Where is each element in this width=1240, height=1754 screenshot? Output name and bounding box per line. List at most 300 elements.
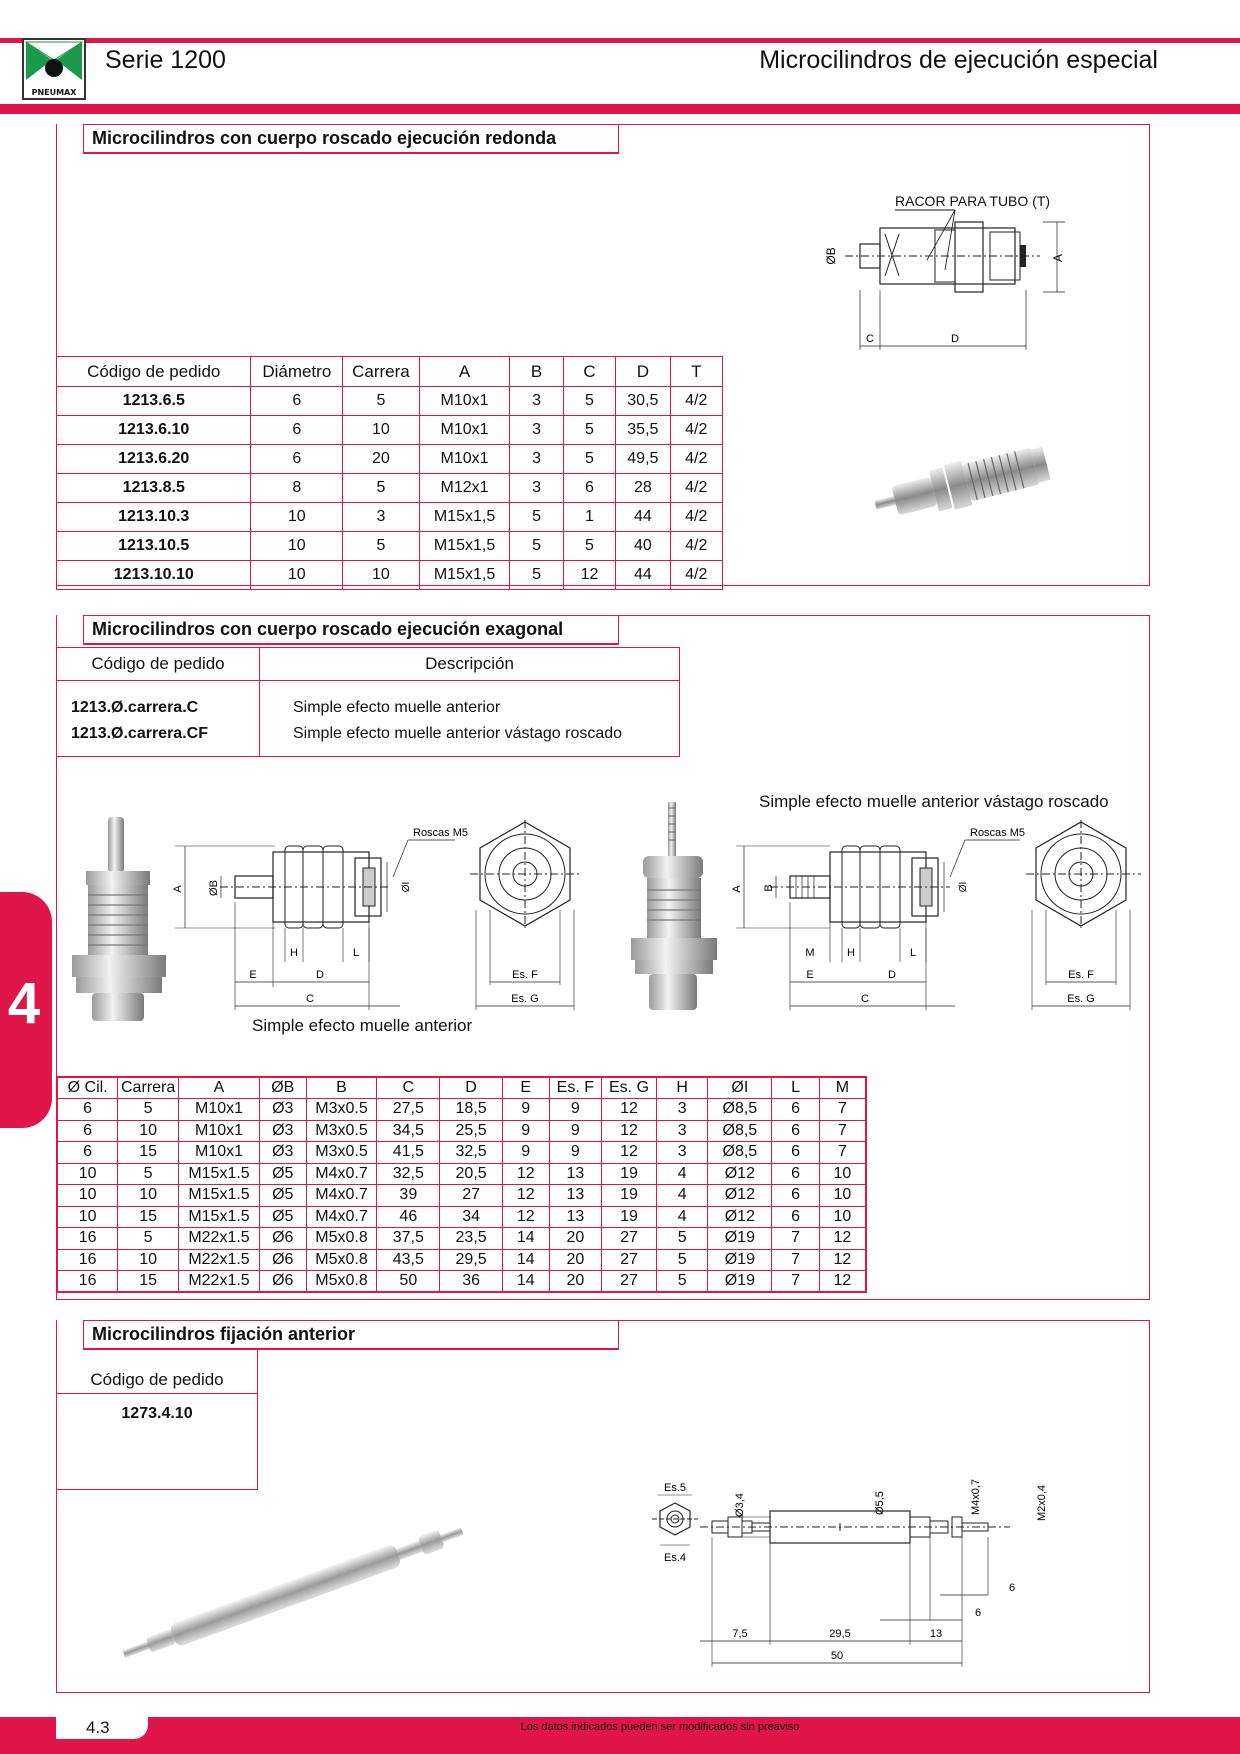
table-cell: 5 <box>343 387 420 416</box>
caption-threaded: Simple efecto muelle anterior vástago roscado <box>759 792 1109 811</box>
table-cell: 6 <box>57 1099 118 1121</box>
logo-text: PNEUMAX <box>31 88 77 97</box>
hex-dimensions-table-body <box>57 1099 866 1293</box>
table-header-row <box>57 357 723 387</box>
hex-cylinder-photo-left <box>68 815 178 1025</box>
table-cell: 4/2 <box>670 503 722 532</box>
column-header: Es. F <box>549 1077 602 1099</box>
table-cell: 5 <box>510 561 563 590</box>
table-cell: 4/2 <box>670 445 722 474</box>
table-cell: 12 <box>819 1271 866 1293</box>
table-cell: 10 <box>251 503 343 532</box>
hex-end-view-right <box>1026 820 1146 1015</box>
table-cell: 37,5 <box>377 1228 440 1250</box>
table-row <box>57 681 680 721</box>
dim-esf: Es. F <box>1068 969 1094 981</box>
column-header: M <box>819 1077 866 1099</box>
dim-es5: Es.5 <box>663 1482 687 1494</box>
dim-esf: Es. F <box>512 969 538 981</box>
table-cell: 3 <box>510 445 563 474</box>
table-cell: 25,5 <box>440 1120 503 1142</box>
dim-c: C <box>861 993 869 1005</box>
order-code: 1213.10.3 <box>57 503 251 532</box>
table-cell: 15 <box>118 1271 179 1293</box>
table-cell: 20 <box>343 445 420 474</box>
table-cell: 20,5 <box>440 1163 503 1185</box>
header-line-bottom <box>0 104 1240 114</box>
table-cell: 19 <box>602 1206 657 1228</box>
round-table <box>56 356 723 590</box>
dim-d: D <box>316 969 324 981</box>
dim-50: 50 <box>830 1650 844 1662</box>
logo-icon <box>24 40 84 86</box>
table-cell: M3x0.5 <box>306 1142 377 1164</box>
dim-h: H <box>290 947 298 959</box>
table-cell: 20 <box>549 1271 602 1293</box>
section3-column-header: Código de pedido <box>90 1370 224 1389</box>
table-cell: 6 <box>772 1185 820 1207</box>
table-cell: M15x1,5 <box>419 532 510 561</box>
table-cell: 6 <box>772 1099 820 1121</box>
table-cell: 49,5 <box>616 445 670 474</box>
dim-c: C <box>866 333 874 345</box>
page-title: Microcilindros de ejecución especial <box>759 46 1158 74</box>
front-mount-drawing <box>640 1475 1060 1670</box>
table-cell: Ø3 <box>260 1120 307 1142</box>
table-cell: Ø19 <box>708 1228 772 1250</box>
caption-plain: Simple efecto muelle anterior <box>252 1016 473 1035</box>
hex-cylinder-drawing-right <box>730 822 1026 1012</box>
order-code: 1213.10.10 <box>57 561 251 590</box>
table-row <box>57 721 680 757</box>
hex-cylinder-drawing-left <box>165 822 469 1012</box>
table-cell: 27 <box>440 1185 503 1207</box>
dim-e: E <box>806 969 814 981</box>
section3-title: Microcilindros fijación anterior <box>83 1320 619 1350</box>
table-cell: 5 <box>343 532 420 561</box>
table-cell: 4/2 <box>670 387 722 416</box>
dim-m: M <box>805 947 815 959</box>
table-cell: 28 <box>616 474 670 503</box>
table-cell: M15x1.5 <box>179 1185 260 1207</box>
dim-e: E <box>249 969 257 981</box>
dim-m2: M2x0,4 <box>1036 1484 1048 1522</box>
description: Simple efecto muelle anterior vástago roscado <box>260 721 680 757</box>
table-cell: 32,5 <box>440 1142 503 1164</box>
table-cell: 4/2 <box>670 561 722 590</box>
table-cell: 10 <box>819 1206 866 1228</box>
table-row <box>57 1120 866 1142</box>
table-cell: 9 <box>502 1099 549 1121</box>
table-cell: Ø8,5 <box>708 1142 772 1164</box>
column-header: E <box>502 1077 549 1099</box>
table-cell: 7 <box>819 1099 866 1121</box>
header-line-top <box>0 38 1240 43</box>
table-cell: 46 <box>377 1206 440 1228</box>
table-cell: 8 <box>251 474 343 503</box>
table-cell: 4/2 <box>670 474 722 503</box>
table-cell: 3 <box>510 474 563 503</box>
table-row <box>57 1099 866 1121</box>
table-cell: 4/2 <box>670 532 722 561</box>
table-cell: 10 <box>57 1206 118 1228</box>
table-cell: 6 <box>57 1120 118 1142</box>
table-cell: 32,5 <box>377 1163 440 1185</box>
section2-top-rule <box>618 615 1150 616</box>
table-cell: Ø8,5 <box>708 1099 772 1121</box>
table-cell: M15x1.5 <box>179 1206 260 1228</box>
table-cell: 12 <box>563 561 615 590</box>
table-cell: M10x1 <box>179 1120 260 1142</box>
table-cell: 1 <box>563 503 615 532</box>
table-cell: Ø5 <box>260 1185 307 1207</box>
table-cell: 7 <box>772 1228 820 1250</box>
table-cell: 4 <box>656 1185 708 1207</box>
table-cell: 5 <box>118 1163 179 1185</box>
logo <box>22 38 86 100</box>
table-cell: 44 <box>616 561 670 590</box>
column-header: ØI <box>708 1077 772 1099</box>
table-cell: M15x1.5 <box>179 1163 260 1185</box>
table-row <box>57 532 723 561</box>
table-cell: 5 <box>656 1249 708 1271</box>
table-cell: M15x1,5 <box>419 561 510 590</box>
order-code: 1213.8.5 <box>57 474 251 503</box>
table-header-row <box>57 1077 866 1099</box>
table-cell: 6 <box>772 1120 820 1142</box>
table-cell: M12x1 <box>419 474 510 503</box>
table-cell: 10 <box>118 1249 179 1271</box>
column-header: T <box>670 357 722 387</box>
dim-b: B <box>763 884 775 892</box>
table-cell: Ø6 <box>260 1228 307 1250</box>
table-cell: 10 <box>819 1185 866 1207</box>
table-cell: 43,5 <box>377 1249 440 1271</box>
table-cell: 15 <box>118 1206 179 1228</box>
table-cell: M10x1 <box>419 416 510 445</box>
table-cell: 6 <box>251 445 343 474</box>
table-cell: 10 <box>251 561 343 590</box>
table-cell: M10x1 <box>179 1099 260 1121</box>
table-cell: 27 <box>602 1249 657 1271</box>
table-cell: M22x1.5 <box>179 1249 260 1271</box>
round-table-body <box>57 387 723 590</box>
table-row <box>57 503 723 532</box>
table-cell: 40 <box>616 532 670 561</box>
table-cell: 50 <box>377 1271 440 1293</box>
column-header: C <box>377 1077 440 1099</box>
table-cell: 10 <box>343 416 420 445</box>
section1-top-rule <box>618 124 1150 125</box>
table-cell: 20 <box>549 1228 602 1250</box>
column-header: D <box>616 357 670 387</box>
hex-cylinder-photo-right <box>623 800 723 1015</box>
table-cell: 5 <box>656 1271 708 1293</box>
table-cell: M22x1.5 <box>179 1228 260 1250</box>
table-cell: Ø6 <box>260 1249 307 1271</box>
round-cylinder-photo <box>862 435 1062 525</box>
table-header-row <box>57 648 680 681</box>
section3-top-rule <box>618 1320 1150 1321</box>
table-cell: 9 <box>502 1120 549 1142</box>
order-code: 1213.6.20 <box>57 445 251 474</box>
table-cell: 4/2 <box>670 416 722 445</box>
table-cell: Ø3 <box>260 1142 307 1164</box>
table-cell: Ø3 <box>260 1099 307 1121</box>
table-cell: 5 <box>563 387 615 416</box>
table-cell: 29,5 <box>440 1249 503 1271</box>
column-header: Código de pedido <box>57 357 251 387</box>
dim-a: A <box>172 885 184 893</box>
table-cell: 9 <box>502 1142 549 1164</box>
table-cell: M5x0.8 <box>306 1249 377 1271</box>
table-cell: 30,5 <box>616 387 670 416</box>
table-cell: 10 <box>118 1185 179 1207</box>
order-code: 1213.Ø.carrera.CF <box>57 721 260 757</box>
table-cell: 27 <box>602 1228 657 1250</box>
table-cell: Ø12 <box>708 1163 772 1185</box>
table-cell: 7 <box>819 1120 866 1142</box>
table-cell: 9 <box>549 1142 602 1164</box>
table-cell: Ø12 <box>708 1185 772 1207</box>
table-cell: 7 <box>772 1271 820 1293</box>
table-cell: 10 <box>819 1163 866 1185</box>
table-cell: 10 <box>118 1120 179 1142</box>
dim-es4: Es.4 <box>663 1552 687 1564</box>
table-cell: 5 <box>343 474 420 503</box>
dim-a: A <box>731 885 743 893</box>
order-code: 1273.4.10 <box>121 1405 193 1422</box>
drawing-label-racor: RACOR PARA TUBO (T) <box>895 193 1051 209</box>
table-cell: M10x1 <box>419 387 510 416</box>
column-header: Descripción <box>260 648 680 681</box>
table-cell: 12 <box>819 1249 866 1271</box>
order-code: 1213.6.10 <box>57 416 251 445</box>
table-row <box>57 1228 866 1250</box>
table-cell: 3 <box>656 1142 708 1164</box>
column-header: Ø Cil. <box>57 1077 118 1099</box>
table-row <box>57 1271 866 1293</box>
round-cylinder-drawing <box>815 190 1090 355</box>
table-cell: 6 <box>563 474 615 503</box>
table-row <box>57 1142 866 1164</box>
table-cell: 9 <box>549 1099 602 1121</box>
table-row <box>57 1185 866 1207</box>
dim-29-5: 29,5 <box>829 1628 851 1640</box>
order-code: 1213.6.5 <box>57 387 251 416</box>
table-cell: 14 <box>502 1249 549 1271</box>
table-row <box>57 387 723 416</box>
table-cell: M4x0.7 <box>306 1185 377 1207</box>
table-cell: M3x0.5 <box>306 1120 377 1142</box>
footer-note: Los datos indicados pueden ser modificados sin preaviso <box>520 1721 800 1733</box>
table-cell: 27,5 <box>377 1099 440 1121</box>
section2-title: Microcilindros con cuerpo roscado ejecución exagonal <box>83 615 619 645</box>
table-cell: 5 <box>656 1228 708 1250</box>
dim-d: D <box>888 969 896 981</box>
table-cell: 13 <box>549 1185 602 1207</box>
dim-13: 13 <box>929 1628 943 1640</box>
table-cell: 5 <box>510 532 563 561</box>
column-header: Carrera <box>343 357 420 387</box>
dim-oi: ØI <box>401 881 412 893</box>
table-cell: 13 <box>549 1206 602 1228</box>
table-cell: 14 <box>502 1271 549 1293</box>
dim-c: C <box>306 993 314 1005</box>
table-row <box>57 474 723 503</box>
page-number: 4.3 <box>56 1717 148 1739</box>
column-header: ØB <box>260 1077 307 1099</box>
table-cell: 6 <box>772 1142 820 1164</box>
table-cell: 12 <box>602 1142 657 1164</box>
table-cell: 5 <box>510 503 563 532</box>
description: Simple efecto muelle anterior <box>260 681 680 721</box>
hex-dimensions-table <box>56 1076 867 1293</box>
table-cell: 5 <box>563 416 615 445</box>
dim-l: L <box>909 947 917 959</box>
dim-a: A <box>1051 253 1065 263</box>
table-cell: 10 <box>57 1185 118 1207</box>
table-cell: 35,5 <box>616 416 670 445</box>
table-cell: Ø19 <box>708 1249 772 1271</box>
table-cell: 5 <box>118 1099 179 1121</box>
table-cell: Ø19 <box>708 1271 772 1293</box>
table-cell: 3 <box>656 1099 708 1121</box>
table-cell: 10 <box>57 1163 118 1185</box>
column-header: A <box>419 357 510 387</box>
series-label: Serie 1200 <box>105 46 226 74</box>
dim-oi: ØI <box>958 881 969 893</box>
table-cell: 9 <box>549 1120 602 1142</box>
table-row <box>57 1163 866 1185</box>
table-cell: 15 <box>118 1142 179 1164</box>
dim-esg: Es. G <box>511 993 539 1005</box>
table-cell: 20 <box>549 1249 602 1271</box>
column-header: H <box>656 1077 708 1099</box>
table-cell: 23,5 <box>440 1228 503 1250</box>
table-cell: M3x0.5 <box>306 1099 377 1121</box>
table-cell: 12 <box>502 1206 549 1228</box>
table-cell: 39 <box>377 1185 440 1207</box>
table-cell: 4 <box>656 1163 708 1185</box>
table-cell: 3 <box>656 1120 708 1142</box>
column-header: Es. G <box>602 1077 657 1099</box>
table-cell: 5 <box>118 1228 179 1250</box>
table-cell: Ø5 <box>260 1206 307 1228</box>
dim-roscas: Roscas M5 <box>970 827 1026 839</box>
table-cell: M5x0.8 <box>306 1271 377 1293</box>
table-cell: 16 <box>57 1228 118 1250</box>
column-header: Diámetro <box>251 357 343 387</box>
column-header: L <box>772 1077 820 1099</box>
dim-h: H <box>847 947 855 959</box>
table-cell: 6 <box>57 1142 118 1164</box>
dim-d: D <box>951 333 959 345</box>
column-header: A <box>179 1077 260 1099</box>
table-row <box>57 1249 866 1271</box>
table-cell: 5 <box>563 445 615 474</box>
table-cell: M15x1,5 <box>419 503 510 532</box>
column-header: B <box>510 357 563 387</box>
column-header: D <box>440 1077 503 1099</box>
table-cell: 12 <box>602 1120 657 1142</box>
table-cell: 13 <box>549 1163 602 1185</box>
dim-ob: ØB <box>824 247 838 265</box>
table-cell: 12 <box>819 1228 866 1250</box>
table-cell: 7 <box>819 1142 866 1164</box>
dim-six-a: 6 <box>1008 1582 1016 1594</box>
table-cell: 10 <box>251 532 343 561</box>
table-cell: Ø12 <box>708 1206 772 1228</box>
table-cell: 19 <box>602 1163 657 1185</box>
table-cell: 41,5 <box>377 1142 440 1164</box>
table-cell: 12 <box>602 1099 657 1121</box>
table-cell: 5 <box>563 532 615 561</box>
table-cell: 6 <box>251 416 343 445</box>
section3-code-header-rule <box>56 1393 258 1394</box>
table-cell: 6 <box>772 1163 820 1185</box>
section1-title: Microcilindros con cuerpo roscado ejecución redonda <box>83 124 619 154</box>
column-header: Código de pedido <box>57 648 260 681</box>
table-cell: 3 <box>343 503 420 532</box>
table-row <box>57 1206 866 1228</box>
dim-7-5: 7,5 <box>732 1628 748 1640</box>
table-cell: 3 <box>510 387 563 416</box>
column-header: B <box>306 1077 377 1099</box>
table-cell: M4x0.7 <box>306 1163 377 1185</box>
table-cell: M22x1.5 <box>179 1271 260 1293</box>
table-cell: 6 <box>772 1206 820 1228</box>
table-cell: 12 <box>502 1163 549 1185</box>
dim-six-b: 6 <box>974 1607 982 1619</box>
table-cell: 16 <box>57 1249 118 1271</box>
table-cell: 34,5 <box>377 1120 440 1142</box>
table-cell: M10x1 <box>179 1142 260 1164</box>
dim-m4: M4x0,7 <box>970 1478 982 1516</box>
table-cell: 19 <box>602 1185 657 1207</box>
table-row <box>57 561 723 590</box>
table-cell: Ø8,5 <box>708 1120 772 1142</box>
order-code-table <box>56 647 680 757</box>
dim-ob: ØB <box>208 880 220 896</box>
table-cell: 3 <box>510 416 563 445</box>
dim-d55: Ø5,5 <box>874 1491 886 1515</box>
table-cell: 12 <box>502 1185 549 1207</box>
table-row <box>57 416 723 445</box>
table-cell: 36 <box>440 1271 503 1293</box>
table-cell: M5x0.8 <box>306 1228 377 1250</box>
table-cell: 27 <box>602 1271 657 1293</box>
table-cell: 10 <box>343 561 420 590</box>
table-cell: 7 <box>772 1249 820 1271</box>
dim-l: L <box>352 947 360 959</box>
column-header: C <box>563 357 615 387</box>
table-cell: Ø6 <box>260 1271 307 1293</box>
table-cell: Ø5 <box>260 1163 307 1185</box>
table-cell: 4 <box>656 1206 708 1228</box>
hex-end-view-left <box>470 820 580 1015</box>
front-mount-cylinder-photo <box>110 1530 480 1660</box>
table-row <box>57 445 723 474</box>
table-cell: 16 <box>57 1271 118 1293</box>
table-cell: M4x0.7 <box>306 1206 377 1228</box>
table-cell: 14 <box>502 1228 549 1250</box>
table-cell: 44 <box>616 503 670 532</box>
order-code: 1213.Ø.carrera.C <box>57 681 260 721</box>
chapter-number: 4 <box>7 971 41 1036</box>
table-cell: 34 <box>440 1206 503 1228</box>
dim-roscas: Roscas M5 <box>413 827 469 839</box>
